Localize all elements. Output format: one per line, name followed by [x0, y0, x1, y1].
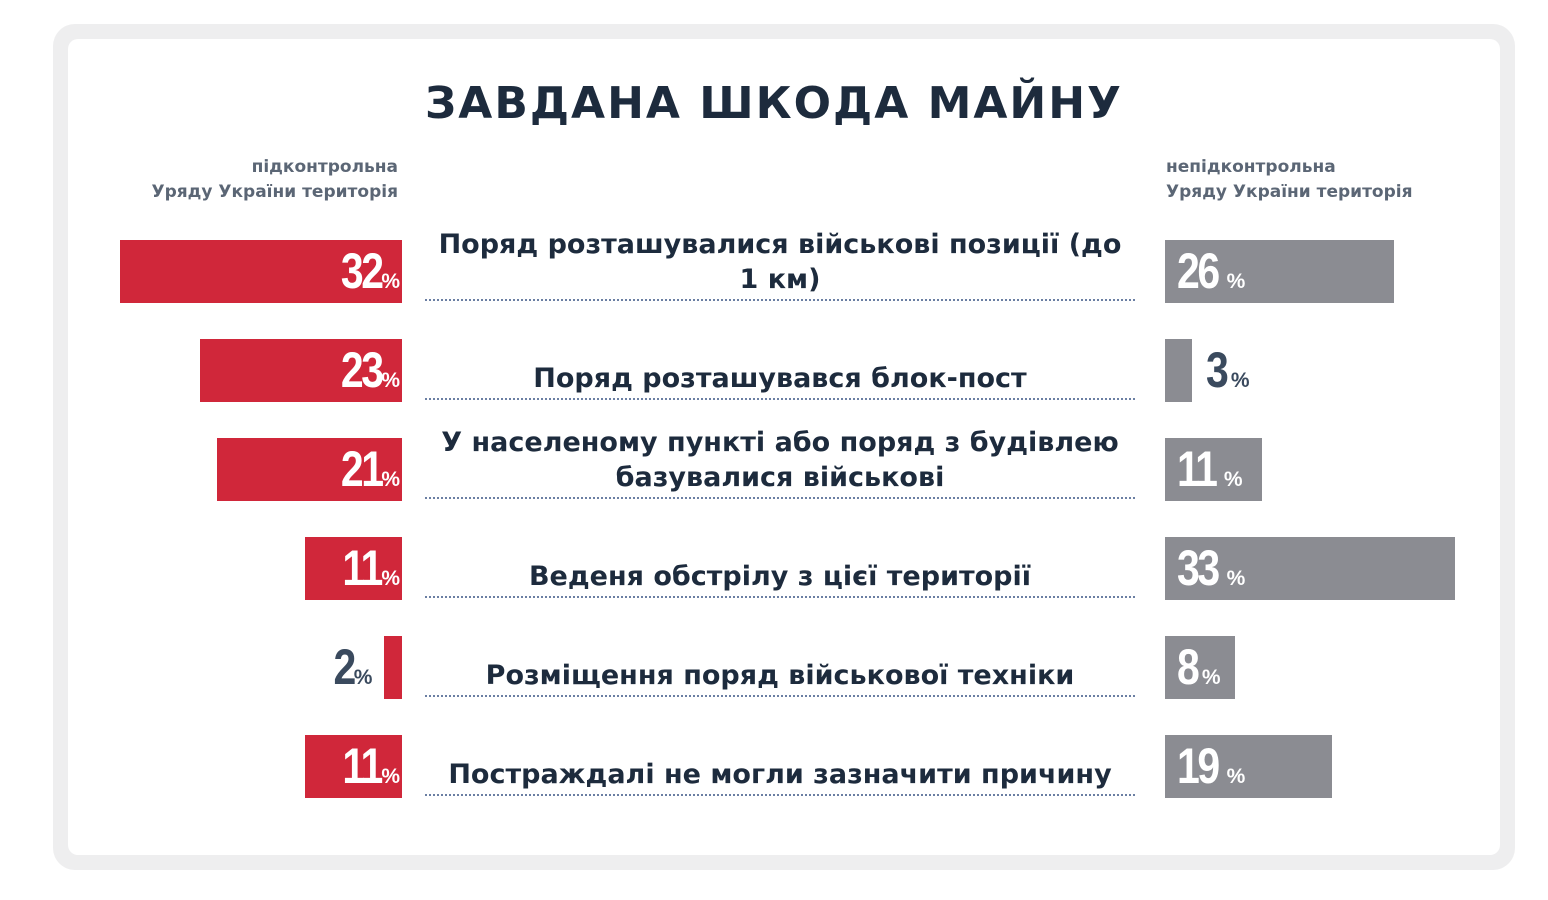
legend-right-line1: непідконтрольна [1166, 157, 1336, 177]
data-label-left-2: 23% [340, 342, 400, 398]
data-label-right-6: 19 % [1177, 738, 1246, 794]
category-label-1: Поряд розташувалися військові позиції (до 1 км) [438, 229, 1122, 295]
data-label-right-3: 11 % [1177, 441, 1243, 497]
data-label-left-5: 2% [333, 639, 373, 695]
bar-left-5 [384, 636, 402, 699]
data-label-left-3: 21% [340, 441, 400, 497]
row-divider-6 [425, 794, 1135, 796]
legend-right-line2: Уряду України територія [1166, 182, 1413, 202]
category-label-6: Постраждалі не могли зазначити причину [448, 759, 1112, 790]
data-label-right-1: 26 % [1177, 243, 1246, 299]
legend-right-series [1166, 155, 1506, 205]
row-divider-3 [425, 497, 1135, 499]
legend-left-line2: Уряду України територія [151, 182, 398, 202]
data-label-left-1: 32% [340, 243, 400, 299]
data-label-left-6: 11% [342, 738, 400, 794]
category-label-5: Розміщення поряд військової техніки [485, 660, 1075, 691]
data-label-right-5: 8 % [1177, 639, 1221, 695]
data-label-right-2: 3 % [1206, 342, 1250, 398]
category-label-3: У населеному пункті або поряд з будівлею базувалися військові [441, 427, 1119, 493]
row-divider-2 [425, 398, 1135, 400]
legend-left-line1: підконтрольна [251, 157, 398, 177]
legend-left-series [90, 155, 398, 205]
data-label-right-4: 33 % [1177, 540, 1246, 596]
bar-right-2 [1165, 339, 1192, 402]
data-label-left-4: 11% [342, 540, 400, 596]
category-label-2: Поряд розташувався блок-пост [533, 363, 1027, 394]
chart-title: ЗАВДАНА ШКОДА МАЙНУ [425, 78, 1123, 129]
row-divider-4 [425, 596, 1135, 598]
row-divider-5 [425, 695, 1135, 697]
category-label-4: Веденя обстрілу з цієї території [528, 561, 1032, 592]
row-divider-1 [425, 299, 1135, 301]
